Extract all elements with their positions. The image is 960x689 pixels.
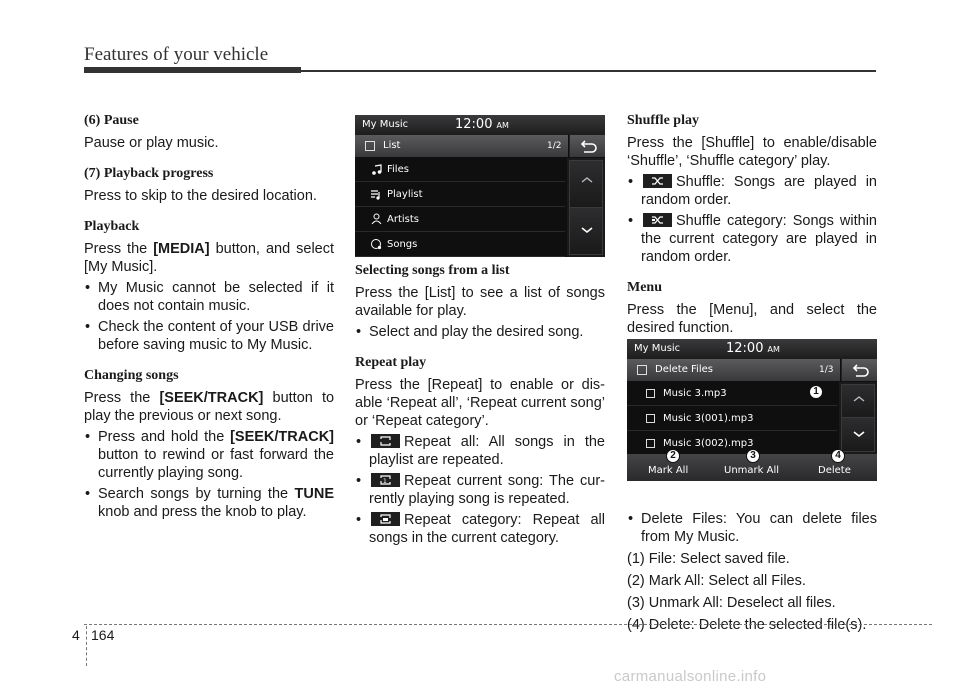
callout-4: 4: [831, 449, 845, 463]
repeat-bullets: [355, 433, 605, 547]
file-row[interactable]: Music 3(002).mp3: [627, 431, 837, 456]
list-item-files[interactable]: Files: [355, 157, 565, 182]
column-1: [84, 112, 334, 521]
list-item-songs[interactable]: Songs: [355, 232, 565, 257]
shuffle-category-icon: [643, 213, 672, 227]
list-item: • 1 Repeat current song: The cur-rently playing song is repeated.: [355, 472, 605, 508]
list-button[interactable]: List 1/2: [355, 135, 568, 157]
repeat-heading: Repeat play: [355, 355, 427, 370]
my-music-list-screen: [355, 115, 605, 257]
column-2: [355, 262, 605, 547]
header-rule-thick: [84, 67, 301, 73]
list-item: (1) File: Select saved file.: [627, 551, 790, 567]
chapter-number: 4: [72, 627, 80, 643]
delete-button[interactable]: Delete: [818, 465, 851, 476]
header-rule-thin: [301, 70, 876, 72]
pause-text: Pause or play music.: [84, 135, 219, 151]
screen-app-title: My Music: [634, 343, 681, 354]
list-item: • My Music cannot be selected if it does not contain music.: [84, 279, 334, 315]
music-note-icon: [371, 164, 382, 175]
scrollbar[interactable]: [839, 382, 877, 454]
callout-1: 1: [809, 385, 823, 399]
list-icon: [637, 365, 647, 375]
screen-app-title: My Music: [362, 119, 409, 130]
list-item: (2) Mark All: Select all Files.: [627, 573, 806, 589]
list-item-playlist[interactable]: Playlist: [355, 182, 565, 207]
chevron-up-icon: [853, 395, 865, 403]
file-row[interactable]: Music 3(001).mp3: [627, 406, 837, 431]
page-number: 164: [91, 627, 115, 643]
delete-files-button[interactable]: Delete Files 1/3: [627, 359, 840, 381]
changing-text: Press the [SEEK/TRACK] button to play the previous or next song.: [84, 390, 335, 424]
scroll-up-button[interactable]: [841, 384, 875, 419]
screen-topbar: [627, 339, 877, 359]
list-item: (3) Unmark All: Deselect all files.: [627, 595, 836, 611]
playlist-icon: [370, 189, 382, 200]
shuffle-bullets: [627, 173, 877, 266]
list-item: • Search songs by turning the TUNE knob and press the knob to play.: [84, 485, 334, 521]
select-text: Press the [List] to see a list of songs available for play.: [355, 285, 605, 319]
list-icon: [365, 141, 375, 151]
changing-heading: Changing songs: [84, 368, 179, 383]
list-item: (4) Delete: Delete the selected file(s).: [627, 617, 867, 633]
list-item: • Press and hold the [SEEK/TRACK] button to rewind or fast forward the currently playing song.: [84, 428, 334, 482]
list-item: • Select and play the desired song.: [355, 323, 605, 341]
callout-2: 2: [666, 449, 680, 463]
unmark-all-button[interactable]: Unmark All: [724, 465, 780, 476]
scroll-up-button[interactable]: [569, 160, 603, 208]
chevron-down-icon: [853, 430, 865, 438]
menu-heading: Menu: [627, 280, 662, 295]
footer-divider: [86, 626, 87, 666]
progress-heading: (7) Playback progress: [84, 166, 214, 181]
back-arrow-icon: [842, 359, 877, 381]
back-arrow-icon: [570, 135, 605, 157]
shuffle-text: Press the [Shuffle] to enable/disable ‘Shuffle’, ‘Shuffle category’ play.: [627, 135, 877, 169]
list-item: • Repeat category: Repeat all songs in the current category.: [355, 511, 605, 547]
svg-text:1: • 1: [383, 478, 387, 485]
list-item: • Shuffle: Songs are played in random order.: [627, 173, 877, 209]
file-checkbox[interactable]: [646, 439, 655, 448]
playback-heading: Playback: [84, 219, 140, 234]
songs-icon: [370, 238, 382, 250]
shuffle-icon: [643, 174, 672, 188]
watermark: carmanualsonline.info: [614, 668, 767, 685]
list-item: • Repeat all: All songs in the playlist are repeated.: [355, 433, 605, 469]
playback-bullets: [84, 279, 334, 354]
file-checkbox[interactable]: [646, 414, 655, 423]
file-checkbox[interactable]: [646, 389, 655, 398]
chevron-down-icon: [581, 226, 593, 234]
page-header-title: Features of your vehicle: [84, 44, 269, 65]
repeat-category-icon: [371, 512, 400, 526]
delete-files-screen: [627, 339, 877, 481]
list-item-artists[interactable]: Artists: [355, 207, 565, 232]
menu-steps: [627, 550, 877, 634]
select-heading: Selecting songs from a list: [355, 263, 510, 278]
list-item: • Check the content of your USB drive before saving music to My Music.: [84, 318, 334, 354]
mark-all-button[interactable]: Mark All: [648, 465, 689, 476]
shuffle-heading: Shuffle play: [627, 113, 699, 128]
playback-text: Press the [MEDIA] button, and select [My Music].: [84, 241, 335, 275]
page-indicator: 1/2: [547, 141, 562, 151]
scroll-down-button[interactable]: [569, 207, 603, 255]
changing-bullets: [84, 428, 334, 521]
menu-text: Press the [Menu], and select the desired function.: [627, 302, 877, 336]
screen-clock: 12:00 AM: [726, 341, 780, 356]
scroll-down-button[interactable]: [841, 417, 875, 452]
back-button[interactable]: [569, 135, 605, 157]
artist-icon: [371, 213, 382, 225]
scrollbar[interactable]: [567, 158, 605, 257]
list-item: • Delete Files: You can delete files from My Music.: [627, 510, 877, 546]
callout-3: 3: [746, 449, 760, 463]
list-item: • Shuffle category: Songs within the current category are played in random order.: [627, 212, 877, 266]
file-row[interactable]: Music 3.mp3: [627, 381, 837, 406]
back-button[interactable]: [841, 359, 877, 381]
repeat-text: Press the [Repeat] to enable or dis-able ‘Repeat all’, ‘Repeat current song’ or ‘Repeat category’.: [355, 377, 605, 429]
footer-rule: [84, 624, 932, 625]
progress-text: Press to skip to the desired location.: [84, 188, 317, 204]
pause-heading: (6) Pause: [84, 113, 139, 128]
page-indicator: 1/3: [819, 365, 834, 375]
screen-topbar: [355, 115, 605, 135]
screen-clock: 12:00 AM: [455, 117, 509, 132]
chevron-up-icon: [581, 176, 593, 184]
repeat-one-icon: [371, 473, 400, 487]
repeat-all-icon: [371, 434, 400, 448]
